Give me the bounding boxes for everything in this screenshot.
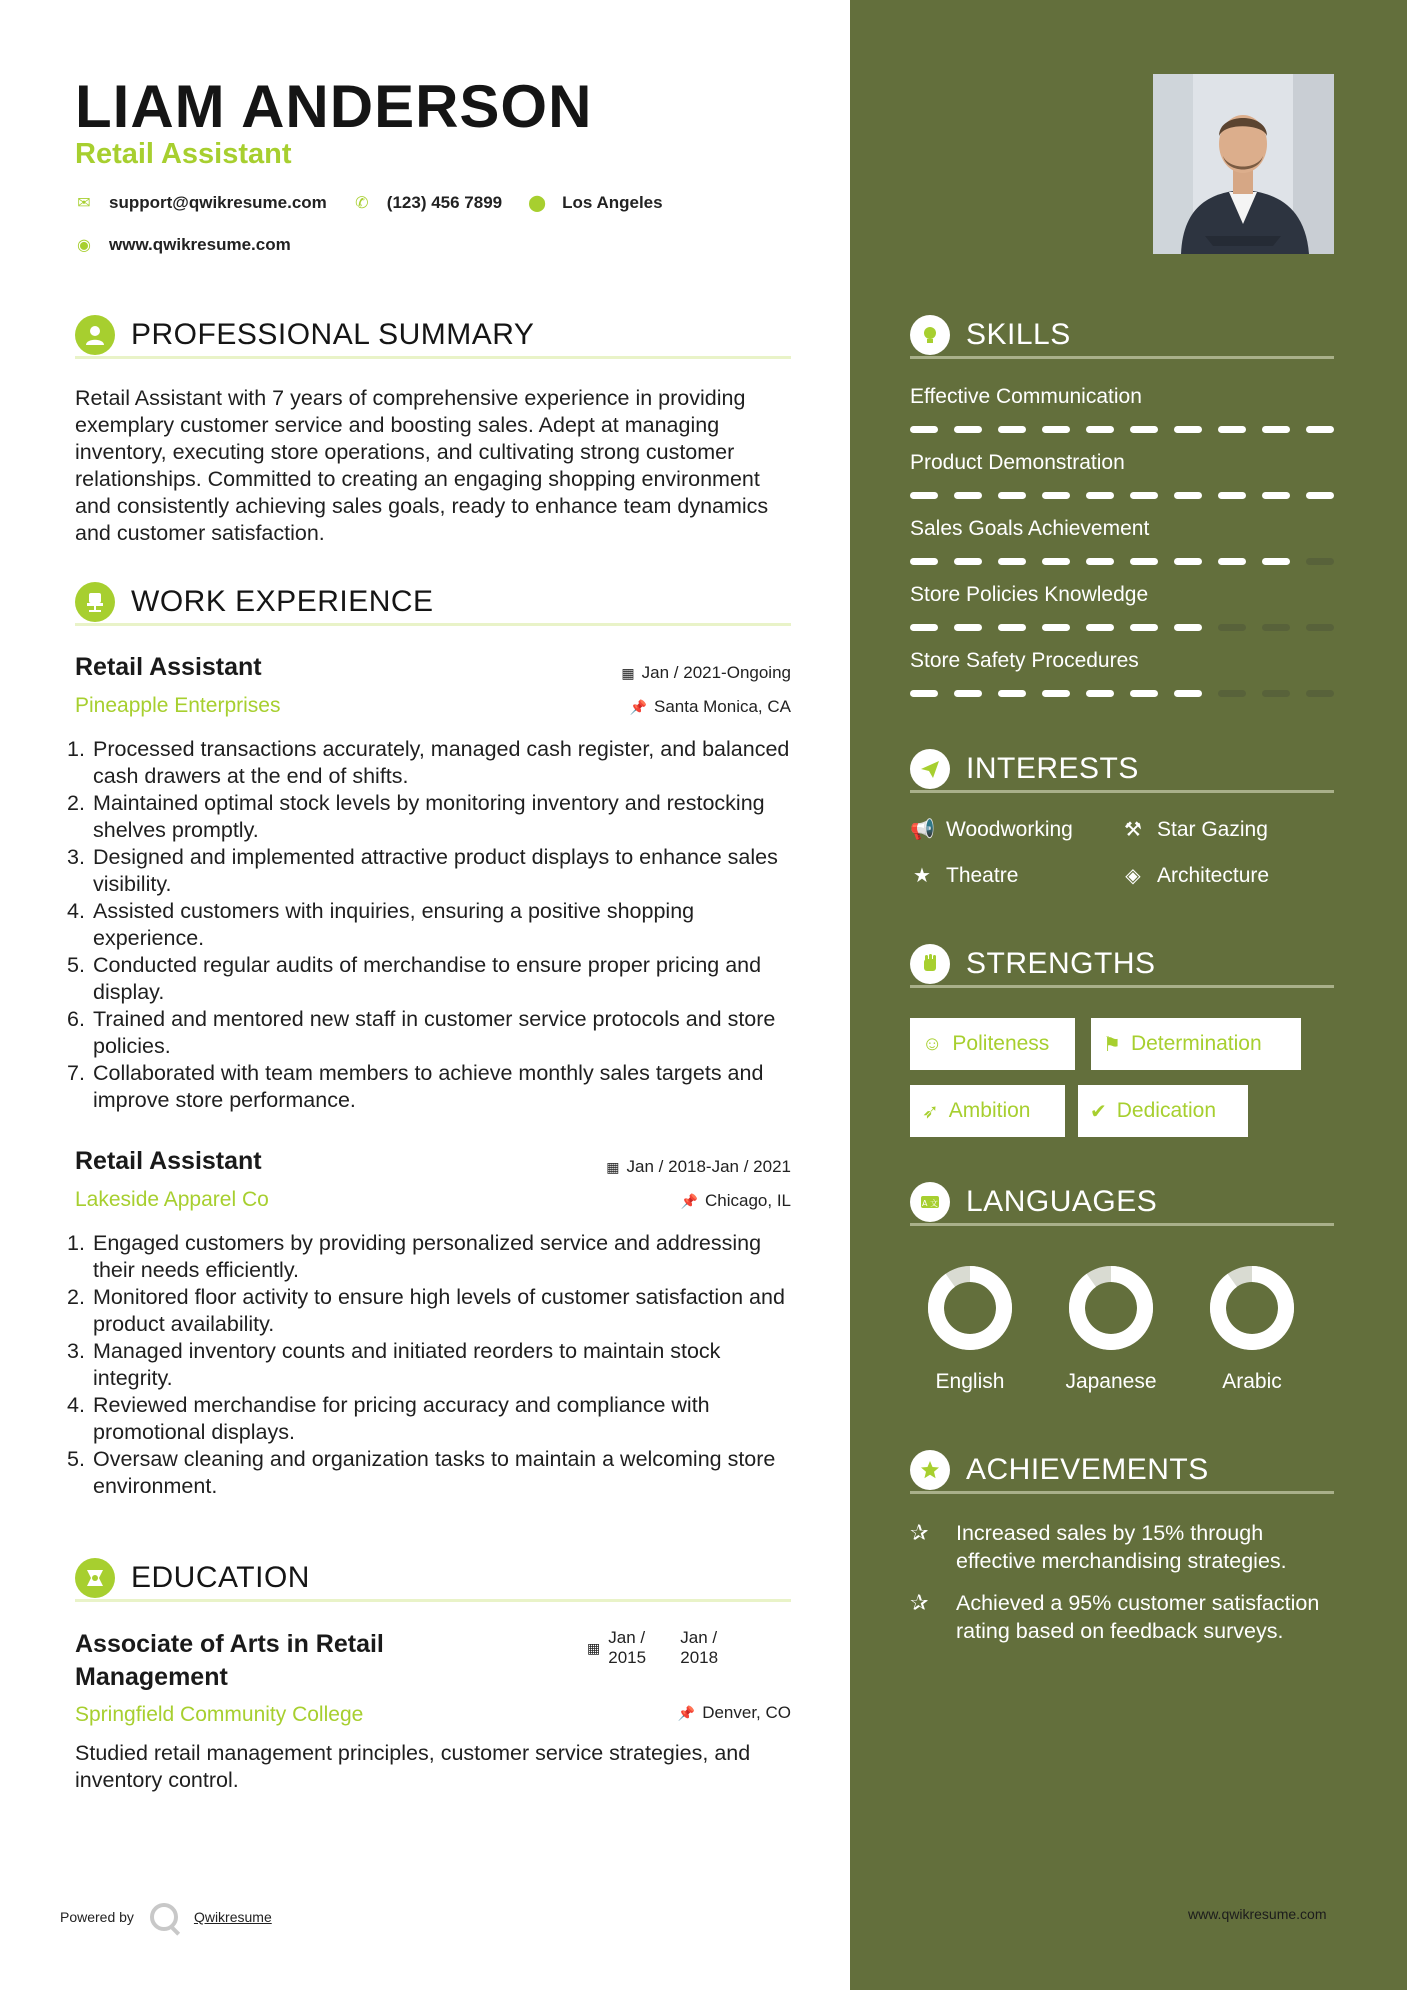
education-heading xyxy=(75,1556,791,1602)
section-title: SKILLS xyxy=(966,317,1071,351)
skill-segment xyxy=(1262,426,1290,433)
skill-segment xyxy=(1086,492,1114,499)
strengths-heading xyxy=(910,942,1334,988)
language-ring xyxy=(1067,1264,1155,1352)
summary-heading xyxy=(75,313,791,359)
gavel-icon: ⚒ xyxy=(1124,819,1142,841)
achievement-text: Increased sales by 15% through effective merchandising strategies. xyxy=(956,1521,1287,1573)
languages-heading xyxy=(910,1180,1334,1226)
section-title: INTERESTS xyxy=(966,751,1139,785)
skill-segment xyxy=(1306,690,1334,697)
skill-segment xyxy=(1174,624,1202,631)
language-ring xyxy=(1208,1264,1296,1352)
skill-name: Sales Goals Achievement xyxy=(910,517,1150,540)
star-burst-icon: ✰ xyxy=(910,1590,929,1615)
strength-tag xyxy=(910,1018,1075,1070)
language-label: English xyxy=(935,1370,1005,1393)
flag-icon: ⚑ xyxy=(1103,1033,1121,1056)
skill-rating xyxy=(910,426,1334,433)
skill-segment xyxy=(1262,624,1290,631)
edu-degree: Associate of Arts in Retail Management xyxy=(75,1630,384,1691)
skill-segment xyxy=(1130,690,1158,697)
skill-segment xyxy=(1174,492,1202,499)
envelope-icon: ✉ xyxy=(77,195,91,212)
section-title: LANGUAGES xyxy=(966,1184,1158,1218)
smile-icon: ☺ xyxy=(922,1032,943,1055)
strength-label: Dedication xyxy=(1116,1099,1216,1122)
achievement-item xyxy=(910,1589,1340,1645)
skill-segment xyxy=(1218,624,1246,631)
pin-icon: 📌 xyxy=(677,1705,696,1721)
skill-segment xyxy=(910,426,938,433)
edu-start: Jan / 2015 xyxy=(608,1628,647,1667)
job-dates xyxy=(606,1157,791,1177)
strength-label: Ambition xyxy=(948,1099,1031,1122)
section-title: ACHIEVEMENTS xyxy=(966,1452,1209,1486)
graduate-icon xyxy=(75,1558,115,1598)
skill-name: Store Safety Procedures xyxy=(910,649,1139,672)
skill-segment xyxy=(1042,558,1070,565)
skill-segment xyxy=(1086,624,1114,631)
footer-site[interactable]: www.qwikresume.com xyxy=(1188,1906,1327,1922)
skill-segment xyxy=(1262,492,1290,499)
skill-segment xyxy=(1306,492,1334,499)
interest-item xyxy=(1121,817,1268,842)
edu-end: Jan / 2018 xyxy=(680,1628,719,1667)
skill-segment xyxy=(1306,558,1334,565)
skill-rating xyxy=(910,624,1334,631)
strength-label: Politeness xyxy=(952,1032,1050,1055)
user-icon xyxy=(75,315,115,355)
skill-segment xyxy=(1174,426,1202,433)
ring-fill xyxy=(1218,1274,1286,1342)
svg-text:A 文: A 文 xyxy=(921,1198,939,1208)
star-burst-icon: ✰ xyxy=(910,1520,929,1545)
job-company: Pineapple Enterprises xyxy=(75,694,281,717)
skill-segment xyxy=(1262,690,1290,697)
skill-name: Product Demonstration xyxy=(910,451,1125,474)
job-dates-text: Jan / 2021-Ongoing xyxy=(641,663,791,682)
list-item: Reviewed merchandise for pricing accuracy and compliance with promotional displays. xyxy=(93,1393,710,1444)
skill-segment xyxy=(1042,492,1070,499)
edu-location-text: Denver, CO xyxy=(702,1703,791,1722)
pin-icon: 📌 xyxy=(680,1193,698,1209)
ring-fill xyxy=(1077,1274,1145,1342)
edu-dates xyxy=(587,1628,742,1668)
ruler-icon: ◈ xyxy=(1125,865,1141,887)
list-item: Assisted customers with inquiries, ensuring a positive shopping experience. xyxy=(93,899,695,950)
skill-name: Effective Communication xyxy=(910,385,1142,408)
skill-segment xyxy=(910,690,938,697)
skill-segment xyxy=(954,624,982,631)
skill-segment xyxy=(954,426,982,433)
calendar-icon: ▦ xyxy=(587,1640,601,1656)
skill-rating xyxy=(910,492,1334,499)
job-dates-text: Jan / 2018-Jan / 2021 xyxy=(626,1157,791,1176)
skill-segment xyxy=(1218,492,1246,499)
candidate-name: LIAM ANDERSON xyxy=(75,73,593,140)
job-dates xyxy=(621,663,791,683)
skill-name: Store Policies Knowledge xyxy=(910,583,1149,606)
profile-photo xyxy=(1153,74,1334,254)
skill-segment xyxy=(1086,558,1114,565)
job-location-text: Chicago, IL xyxy=(705,1191,791,1210)
email-link[interactable]: support@qwikresume.com xyxy=(109,193,327,212)
section-title: EDUCATION xyxy=(131,1560,310,1594)
list-item: Collaborated with team members to achieve monthly sales targets and improve store performance. xyxy=(93,1061,764,1112)
skill-segment xyxy=(954,690,982,697)
globe-icon: ◉ xyxy=(77,237,91,254)
language-label: Arabic xyxy=(1222,1370,1282,1393)
skill-segment xyxy=(998,426,1026,433)
map-pin-icon: ⬤ xyxy=(528,195,547,212)
skill-segment xyxy=(1306,426,1334,433)
experience-heading xyxy=(75,580,791,626)
edu-school: Springfield Community College xyxy=(75,1703,364,1726)
skill-segment xyxy=(1086,690,1114,697)
skill-segment xyxy=(1174,558,1202,565)
skill-segment xyxy=(1042,690,1070,697)
skill-segment xyxy=(998,492,1026,499)
ring-fill xyxy=(936,1274,1004,1342)
strength-label: Determination xyxy=(1130,1032,1262,1055)
skill-segment xyxy=(1130,624,1158,631)
calendar-icon: ▦ xyxy=(621,665,635,681)
list-item: Engaged customers by providing personalized service and addressing their needs efficiently. xyxy=(93,1231,762,1282)
strength-tag xyxy=(1091,1018,1301,1070)
rocket-icon: ➶ xyxy=(922,1100,939,1123)
skill-segment xyxy=(1218,426,1246,433)
brand-link[interactable]: Qwikresume xyxy=(193,1909,272,1925)
section-title: PROFESSIONAL SUMMARY xyxy=(131,317,535,351)
skill-segment xyxy=(1086,426,1114,433)
edu-description: Studied retail management principles, customer service strategies, and inventory control. xyxy=(75,1741,751,1792)
check-circle-icon: ✔ xyxy=(1090,1100,1107,1123)
footer-branding xyxy=(60,1903,272,1931)
interest-item xyxy=(910,817,1073,842)
skill-segment xyxy=(1042,624,1070,631)
duty-list xyxy=(67,736,797,1114)
pin-icon: 📌 xyxy=(629,699,647,715)
edu-location xyxy=(678,1703,791,1723)
achievement-text: Achieved a 95% customer satisfaction rating based on feedback surveys. xyxy=(956,1591,1320,1643)
contact-row xyxy=(75,193,663,213)
section-title: WORK EXPERIENCE xyxy=(131,584,434,618)
skill-segment xyxy=(1130,558,1158,565)
interest-item xyxy=(910,863,1018,888)
interests-heading xyxy=(910,747,1334,793)
sidebar xyxy=(850,0,1407,1990)
skill-segment xyxy=(954,558,982,565)
skill-segment xyxy=(1130,426,1158,433)
achievement-item xyxy=(910,1519,1340,1575)
skill-segment xyxy=(1262,558,1290,565)
language-label: Japanese xyxy=(1065,1370,1157,1393)
chair-icon xyxy=(75,582,115,622)
section-title: STRENGTHS xyxy=(966,946,1156,980)
skill-segment xyxy=(998,624,1026,631)
skill-rating xyxy=(910,690,1334,697)
achievements-heading xyxy=(910,1448,1334,1494)
paper-plane-icon xyxy=(910,749,950,789)
duty-list xyxy=(67,1230,797,1500)
list-item: Monitored floor activity to ensure high levels of customer satisfaction and product availability. xyxy=(93,1285,785,1336)
website-link[interactable]: www.qwikresume.com xyxy=(109,235,291,254)
list-item: Processed transactions accurately, managed cash register, and balanced cash drawers at the end of shifts. xyxy=(93,737,790,788)
strength-tag xyxy=(910,1085,1065,1137)
language-ring xyxy=(926,1264,1014,1352)
skill-segment xyxy=(1306,624,1334,631)
interest-label: Woodworking xyxy=(946,817,1073,841)
powered-by-text: Powered by xyxy=(60,1909,134,1925)
phone-text: (123) 456 7899 xyxy=(386,193,503,212)
skill-segment xyxy=(998,690,1026,697)
skill-segment xyxy=(910,624,938,631)
hand-icon xyxy=(910,944,950,984)
bullhorn-icon: 📢 xyxy=(910,819,935,841)
job-role: Retail Assistant xyxy=(75,1147,262,1175)
lightbulb-icon xyxy=(910,315,950,355)
job-location xyxy=(681,1191,791,1211)
skill-segment xyxy=(1218,690,1246,697)
skill-segment xyxy=(998,558,1026,565)
interest-item xyxy=(1121,863,1269,888)
job-role: Retail Assistant xyxy=(75,653,262,681)
skill-segment xyxy=(954,492,982,499)
list-item: Conducted regular audits of merchandise to ensure proper pricing and display. xyxy=(93,953,762,1004)
interest-label: Theatre xyxy=(946,863,1019,887)
list-item: Maintained optimal stock levels by monitoring inventory and restocking shelves promptly. xyxy=(93,791,765,842)
skill-segment xyxy=(1218,558,1246,565)
phone-icon: ✆ xyxy=(355,195,369,212)
skill-rating xyxy=(910,558,1334,565)
list-item: Managed inventory counts and initiated reorders to maintain stock integrity. xyxy=(93,1339,721,1390)
skill-segment xyxy=(1130,492,1158,499)
website-row xyxy=(75,235,291,255)
candidate-title: Retail Assistant xyxy=(75,138,292,170)
list-item: Trained and mentored new staff in customer service protocols and store policies. xyxy=(93,1007,776,1058)
skill-segment xyxy=(1042,426,1070,433)
star-icon: ★ xyxy=(913,865,931,887)
skills-heading xyxy=(910,313,1334,359)
award-star-icon xyxy=(910,1450,950,1490)
summary-text: Retail Assistant with 7 years of comprehensive experience in providing exemplary customer service and boosting sales. Adept at managing inventory, executing store operations, and cultivating strong customer relationships. Committed to creating an engaging shopping environment and consistently achieving sales goals, ready to enhance team dynamics and customer satisfaction. xyxy=(75,386,769,545)
interest-label: Star Gazing xyxy=(1157,817,1268,841)
skill-segment xyxy=(910,558,938,565)
list-item: Oversaw cleaning and organization tasks to maintain a welcoming store environment. xyxy=(93,1447,776,1498)
interest-label: Architecture xyxy=(1157,863,1270,887)
job-location-text: Santa Monica, CA xyxy=(653,697,791,716)
list-item: Designed and implemented attractive product displays to enhance sales visibility. xyxy=(93,845,778,896)
qwikresume-logo-icon xyxy=(150,1903,178,1931)
skill-segment xyxy=(1174,690,1202,697)
job-company: Lakeside Apparel Co xyxy=(75,1188,269,1211)
job-location xyxy=(630,697,791,717)
location-text: Los Angeles xyxy=(562,193,663,212)
strength-tag xyxy=(1078,1085,1248,1137)
language-icon xyxy=(910,1182,950,1222)
skill-segment xyxy=(910,492,938,499)
calendar-icon: ▦ xyxy=(606,1159,620,1175)
